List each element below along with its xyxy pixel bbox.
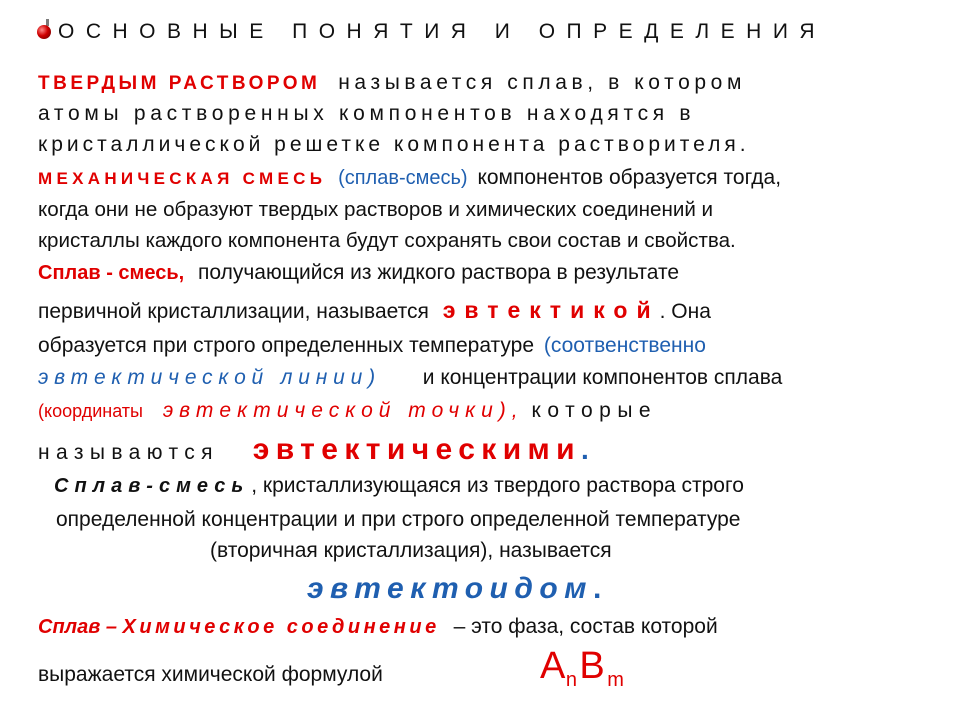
solid-solution-line-2: атомы растворенных компонентов находятся в: [38, 102, 696, 125]
alloy-mixture-line-1: [38, 260, 679, 286]
solid-solution-term: ТВЕРДЫМ РАСТВОРОМ: [38, 73, 321, 94]
eutectoid-alloy-term: Сплав-смесь: [54, 475, 250, 497]
solid-solution-line-3: кристаллической решетке компонента растворителя.: [38, 133, 750, 156]
page-title: ОСНОВНЫЕ ПОНЯТИЯ И ОПРЕДЕЛЕНИЯ: [58, 20, 827, 43]
coordinates-paren: (координаты: [38, 401, 143, 421]
eutectoid-line-1: [54, 473, 744, 499]
eutectic-suffix: . Она: [659, 300, 711, 323]
mechanical-mixture-term: МЕХАНИЧЕСКАЯ СМЕСЬ: [38, 169, 327, 188]
compound-alloy-term: Сплав –: [38, 616, 123, 638]
alloy-mixture-line-6: [38, 433, 589, 466]
alloy-mixture-line-5: [38, 398, 657, 424]
solid-solution-text: называется сплав, в котором: [338, 71, 746, 94]
eutectoid-line-3: (вторичная кристаллизация), называется: [210, 539, 612, 562]
compound-term: Химическое соединение: [122, 616, 440, 638]
alloy-mixture-line-4: [38, 365, 782, 391]
eutectic-line-term: эвтектической линии): [38, 366, 381, 389]
alloy-mixture-text-3: образуется при строго определенных температуре: [38, 334, 535, 357]
alloy-mixture-text-2: первичной кристаллизации, называется: [38, 300, 429, 323]
compound-text-1: – это фаза, состав которой: [453, 615, 718, 638]
alloy-mixture-line-2: [38, 297, 711, 325]
eutectic-term: эвтектикой: [442, 297, 660, 323]
mechanical-mixture-line-3: кристаллы каждого компонента будут сохранять свои состав и свойства.: [38, 229, 736, 252]
eutectoid-term: эвтектоидом: [307, 572, 593, 605]
formula-b: B: [579, 645, 605, 687]
mechanical-mixture-paren: (сплав-смесь): [338, 167, 468, 189]
compound-line-1: [38, 614, 718, 640]
eutectoid-line-2: определенной концентрации и при строго определенной температуре: [56, 508, 741, 531]
alloy-mixture-text: получающийся из жидкого раствора в результате: [198, 261, 680, 284]
alloy-mixture-term: Сплав - смесь,: [38, 262, 185, 284]
eutectic-plural-term: эвтектическими: [252, 433, 581, 466]
eutectoid-suffix: .: [592, 572, 602, 605]
alloy-mixture-line-3: [38, 333, 706, 359]
formula-a: A: [540, 645, 566, 687]
compound-line-2: выражается химической формулой: [38, 663, 383, 686]
mechanical-mixture-text: компонентов образуется тогда,: [477, 166, 782, 189]
formula-n: n: [565, 669, 577, 691]
called-text: называются: [38, 441, 219, 464]
eutectoid-line-4: [307, 571, 601, 607]
eutectic-plural-suffix: .: [580, 434, 589, 465]
eutectoid-text-1: , кристаллизующаяся из твердого раствора строго: [251, 474, 744, 497]
solid-solution-line-1: [38, 70, 746, 97]
eutectic-point-term: эвтектической точки),: [162, 399, 524, 422]
alloy-mixture-paren-1: (соотвенственно: [543, 334, 706, 357]
mechanical-mixture-line-2: когда они не образуют твердых растворов и химических соединений и: [38, 198, 714, 221]
mechanical-mixture-line-1: [38, 165, 781, 192]
which-text: которые: [531, 399, 658, 422]
chemical-formula: [540, 645, 624, 691]
alloy-mixture-text-4: и концентрации компонентов сплава: [422, 366, 783, 389]
formula-m: m: [607, 669, 624, 691]
